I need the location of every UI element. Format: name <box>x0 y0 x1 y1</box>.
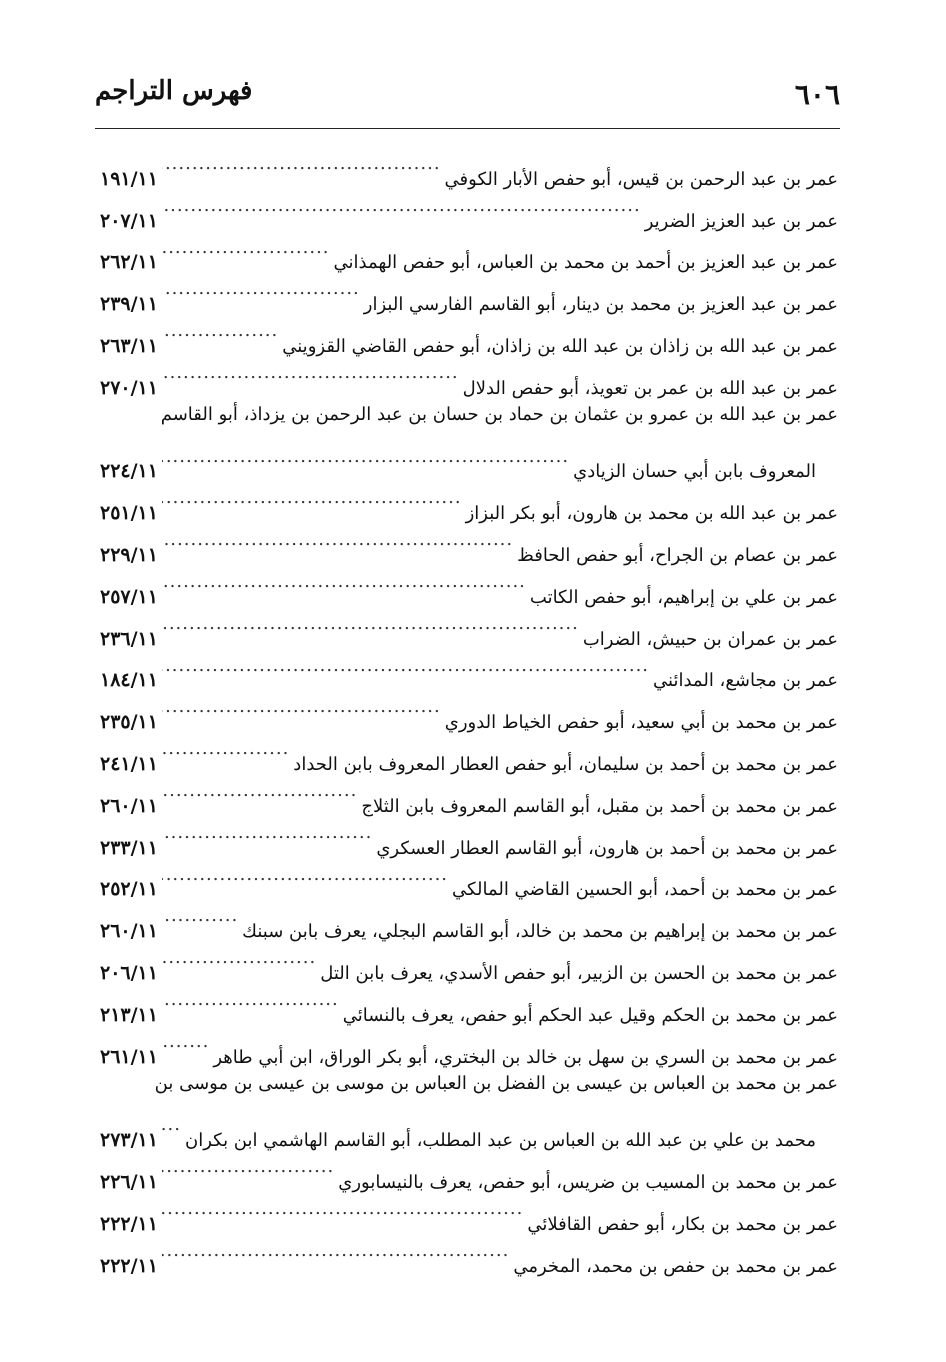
entry-name: عمر بن محمد بن الحكم وقيل عبد الحكم أبو حفص، يعرف بالنسائي <box>342 1004 838 1026</box>
entry-name: المعروف بابن أبي حسان الزيادي <box>573 461 816 483</box>
entry-name: عمر بن محمد بن بكار، أبو حفص القافلائي <box>527 1213 838 1235</box>
entry-name: عمر بن محمد بن أحمد، أبو الحسين القاضي المالكي <box>452 879 838 901</box>
leader-dots <box>162 1146 334 1188</box>
entry-reference: ٢٢٤/١١ <box>100 460 158 483</box>
leader-dots <box>162 1104 181 1146</box>
entry-name: عمر بن محمد بن أحمد بن مقبل، أبو القاسم المعروف بابن الثلاج <box>361 795 838 817</box>
leader-dots <box>162 1021 209 1063</box>
entry-reference: ٢٥١/١١ <box>100 502 158 525</box>
entry-name: عمر بن عبد الله بن محمد بن هارون، أبو بكر البزاز <box>465 503 838 525</box>
entry-name: عمر بن عبد الله بن عمرو بن عثمان بن حماد بن حسان بن عبد الرحمن بن يزداذ، أبو القاسم <box>160 403 838 425</box>
running-title: فهرس التراجم <box>95 76 253 106</box>
entry-reference: ٢٦٣/١١ <box>100 334 158 357</box>
entry-reference: ٢٢٢/١١ <box>100 1254 158 1277</box>
entry-reference: ٢٥٢/١١ <box>100 878 158 901</box>
leader-dots <box>162 979 339 1021</box>
entry-name: عمر بن محمد بن الحسن بن الزبير، أبو حفص الأسدي، يعرف بابن التل <box>320 962 838 984</box>
page-number: ٦٠٦ <box>794 78 840 111</box>
entry-reference: ٢٠٦/١١ <box>100 961 158 984</box>
leader-dots <box>162 310 278 352</box>
entry-reference: ٢١٣/١١ <box>100 1003 158 1026</box>
entry-name: عمر بن محمد بن أبي سعيد، أبو حفص الخياط الدوري <box>444 712 838 734</box>
entry-reference: ٢٦٠/١١ <box>100 920 158 943</box>
leader-dots <box>162 728 289 770</box>
header-rule <box>95 128 840 129</box>
page-header <box>95 72 840 118</box>
leader-dots <box>162 185 641 227</box>
entry-reference: ٢٧٣/١١ <box>100 1129 158 1152</box>
entry-name: محمد بن علي بن عبد الله بن العباس بن عبد المطلب، أبو القاسم الهاشمي ابن بكران <box>184 1130 816 1152</box>
leader-dots <box>162 812 372 854</box>
leader-dots <box>162 645 649 687</box>
entry-name: عمر بن عبد الرحمن بن قيس، أبو حفص الأبار الكوفي <box>444 168 838 190</box>
leader-dots <box>162 770 357 812</box>
entry-name: عمر بن محمد بن أحمد بن سليمان، أبو حفص العطار المعروف بابن الحداد <box>293 753 838 775</box>
leader-dots <box>162 1188 523 1230</box>
entry-reference: ٢٢٩/١١ <box>100 543 158 566</box>
leader-dots <box>162 854 448 896</box>
entry-reference: ١٩١/١١ <box>100 167 158 190</box>
entry-reference: ٢٢٢/١١ <box>100 1212 158 1235</box>
entry-name: عمر بن عبد العزيز الضرير <box>644 210 838 232</box>
entry-name: عمر بن علي بن إبراهيم، أبو حفص الكاتب <box>529 586 838 608</box>
entry-reference: ٢٣٥/١١ <box>100 711 158 734</box>
entry-reference: ٢٦٢/١١ <box>100 251 158 274</box>
leader-dots <box>162 1230 509 1272</box>
leader-dots <box>162 436 569 478</box>
leader-dots <box>162 686 441 728</box>
entry-reference: ٢٤١/١١ <box>100 752 158 775</box>
leader-dots <box>162 227 330 269</box>
index-entry <box>100 394 838 436</box>
leader-dots <box>162 603 579 645</box>
entry-reference: ٢٠٧/١١ <box>100 209 158 232</box>
entry-name: عمر بن عبد الله بن زاذان بن عبد الله بن زاذان، أبو حفص القاضي القزويني <box>282 335 838 357</box>
leader-dots <box>162 937 316 979</box>
entry-name: عمر بن عبد العزيز بن محمد بن دينار، أبو القاسم الفارسي البزار <box>363 294 838 316</box>
entry-reference: ١٨٤/١١ <box>100 669 158 692</box>
leader-dots <box>162 519 513 561</box>
entry-name: عمر بن عبد العزيز بن أحمد بن محمد بن العباس، أبو حفص الهمذاني <box>333 252 838 274</box>
leader-dots <box>162 352 459 394</box>
entry-reference: ٢٦١/١١ <box>100 1045 158 1068</box>
index-entry <box>100 1063 838 1105</box>
entry-name: عمر بن عبد الله بن عمر بن تعويذ، أبو حفص الدلال <box>462 377 838 399</box>
leader-dots <box>162 143 441 185</box>
index-entry-continuation <box>100 436 838 483</box>
entry-name: عمر بن محمد بن العباس بن عيسى بن الفضل بن العباس بن موسى بن عيسى بن موسى بن <box>154 1072 838 1094</box>
entry-reference: ٢٧٠/١١ <box>100 376 158 399</box>
entries-list <box>100 143 838 1277</box>
leader-dots <box>162 895 238 937</box>
entry-name: عمر بن محمد بن حفص بن محمد، المخرمي <box>513 1255 838 1277</box>
entry-name: عمر بن عمران بن حبيش، الضراب <box>582 628 838 650</box>
index-entry-continuation <box>100 1104 838 1152</box>
entry-reference: ٢٣٦/١١ <box>100 627 158 650</box>
leader-dots <box>162 561 526 603</box>
entry-name: عمر بن محمد بن أحمد بن هارون، أبو القاسم العطار العسكري <box>376 837 838 859</box>
entry-name: عمر بن محمد بن المسيب بن ضريس، أبو حفص، يعرف بالنيسابوري <box>338 1171 838 1193</box>
entry-reference: ٢٣٣/١١ <box>100 836 158 859</box>
entry-name: عمر بن محمد بن السري بن سهل بن خالد بن البختري، أبو بكر الوراق، ابن أبي طاهر <box>213 1046 838 1068</box>
entry-name: عمر بن مجاشع، المدائني <box>653 670 838 692</box>
entry-name: عمر بن عصام بن الجراح، أبو حفص الحافظ <box>517 544 838 566</box>
entry-name: عمر بن محمد بن إبراهيم بن محمد بن خالد، أبو القاسم البجلي، يعرف بابن سبنك <box>242 921 838 943</box>
entry-reference: ٢٢٦/١١ <box>100 1170 158 1193</box>
index-entry <box>100 143 838 190</box>
entry-reference: ٢٣٩/١١ <box>100 293 158 316</box>
entry-reference: ٢٥٧/١١ <box>100 585 158 608</box>
leader-dots <box>162 268 360 310</box>
entry-reference: ٢٦٠/١١ <box>100 794 158 817</box>
leader-dots <box>162 477 462 519</box>
